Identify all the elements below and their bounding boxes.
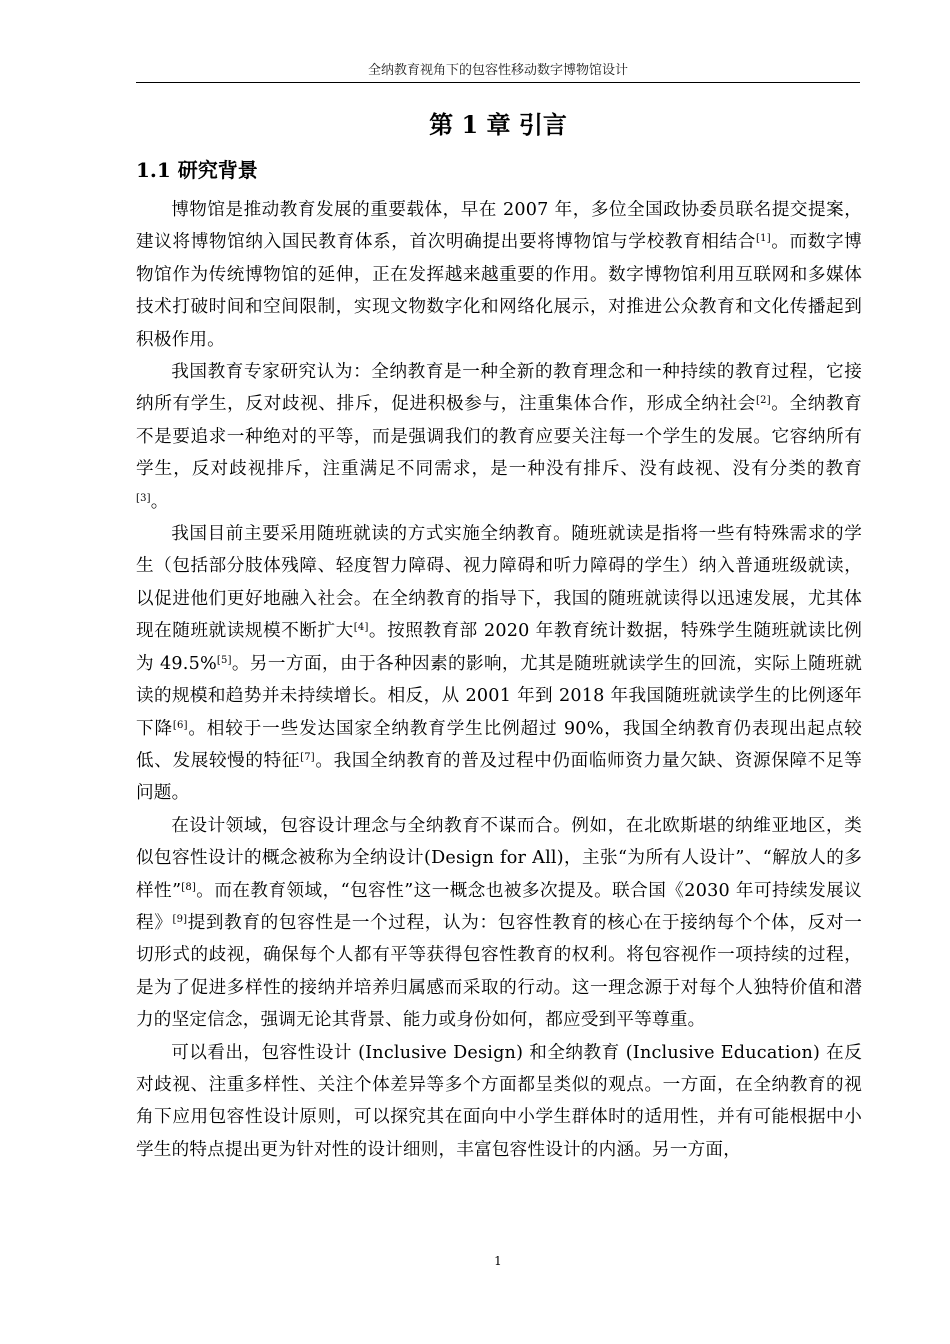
- page-number: 1: [494, 1254, 502, 1268]
- paragraph-inclusive-education: [136, 356, 862, 518]
- paragraph-text: 。而数字博物馆作为传统博物馆的延伸，正在发挥越来越重要的作用。数字博物馆利用互联网和多媒体技术打破时间和空间限制，实现文物数字化和网络化展示，对推进公众教育和文化传播起到积极作用。: [136, 232, 862, 350]
- paragraph-text: 。另一方面，由于各种因素的影响，尤其是随班就读学生的回流，实际上随班就读的规模和趋势并未持续增长。相反，从 2001 年到 2018 年我国随班就读学生的比例逐年下降: [136, 653, 862, 739]
- citation: [9]: [172, 913, 188, 925]
- paragraph-mainstream-schooling: [136, 518, 862, 810]
- paragraph-text: 。按照教育部 2020 年教育统计数据，特殊学生随班就读比例为 49.5%: [136, 621, 863, 674]
- citation: [1]: [756, 233, 771, 245]
- running-header: 全纳教育视角下的包容性移动数字博物馆设计: [367, 63, 628, 78]
- paragraph-museum-education: [136, 194, 862, 356]
- citation: [5]: [216, 654, 232, 666]
- paragraph-text: 。我国全纳教育的普及过程中仍面临师资力量欠缺、资源保障不足等问题。: [136, 750, 862, 804]
- paragraph-text: 。而在教育领域，“包容性”这一概念也被多次提及。联合国《2030 年可持续发展议程》: [136, 880, 862, 933]
- paragraph-text: 我国教育专家研究认为：全纳教育是一种全新的教育理念和一种持续的教育过程，它接纳所有学生，反对歧视、排斥，促进积极参与，注重集体合作，形成全纳社会: [136, 362, 862, 415]
- paragraph-text: 。: [150, 491, 169, 512]
- citation: [6]: [172, 719, 188, 731]
- paragraph-design-and-education: [136, 1037, 862, 1167]
- paragraph-text: 。全纳教育不是要追求一种绝对的平等，而是强调我们的教育应要关注每一个学生的发展。它容纳所有学生，反对歧视排斥，注重满足不同需求，是一种没有排斥、没有歧视、没有分类的教育: [136, 394, 862, 480]
- paragraph-text: 可以看出，包容性设计 (Inclusive Design) 和全纳教育 (Inclusive Education) 在反对歧视、注重多样性、关注个体差异等多个方面都呈类似的观点。一方面，在全纳教育的视角下应用包容性设计原则，可以探究其在面向中小学生群体时的适用性，并有可能根据中小学生的特点提出更为针对性的设计细则，丰富包容性设计的内涵。另一方面，: [136, 1042, 862, 1160]
- chapter-title: 第 1 章 引言: [429, 110, 567, 139]
- citation: [2]: [756, 395, 771, 407]
- header-rule: [136, 82, 860, 83]
- paragraph-text: 博物馆是推动教育发展的重要载体，早在 2007 年，多位全国政协委员联名提交提案，建议将博物馆纳入国民教育体系，首次明确提出要将博物馆与学校教育相结合: [136, 200, 862, 253]
- paragraph-text: 。相较于一些发达国家全纳教育学生比例超过 90%，我国全纳教育仍表现出起点较低、发展较慢的特征: [136, 718, 862, 771]
- paragraph-inclusive-design: [136, 810, 862, 1037]
- citation: [3]: [136, 492, 151, 504]
- paragraph-text: 在设计领域，包容设计理念与全纳教育不谋而合。例如，在北欧斯堪的纳维亚地区，类似包容性设计的概念被称为全纳设计(Design for All)，主张“为所有人设计”、“解放人的多样性”: [136, 815, 862, 901]
- body-text: [136, 194, 862, 1166]
- section-title: 1.1 研究背景: [136, 158, 258, 182]
- paragraph-text: 我国目前主要采用随班就读的方式实施全纳教育。随班就读是指将一些有特殊需求的学生（包括部分肢体残障、轻度智力障碍、视力障碍和听力障碍的学生）纳入普通班级就读，以促进他们更好地融入社会。在全纳教育的指导下，我国的随班就读得以迅速发展，尤其体现在随班就读规模不断扩大: [136, 524, 862, 642]
- paragraph-text: 提到教育的包容性是一个过程，认为：包容性教育的核心在于接纳每个个体，反对一切形式的歧视，确保每个人都有平等获得包容性教育的权利。将包容视作一项持续的过程，是为了促进多样性的接纳并培养归属感而采取的行动。这一理念源于对每个人独特价值和潜力的坚定信念，强调无论其背景、能力或身份如何，都应受到平等尊重。: [136, 912, 863, 1031]
- citation: [8]: [181, 881, 197, 893]
- citation: [4]: [353, 622, 369, 634]
- citation: [7]: [300, 751, 315, 763]
